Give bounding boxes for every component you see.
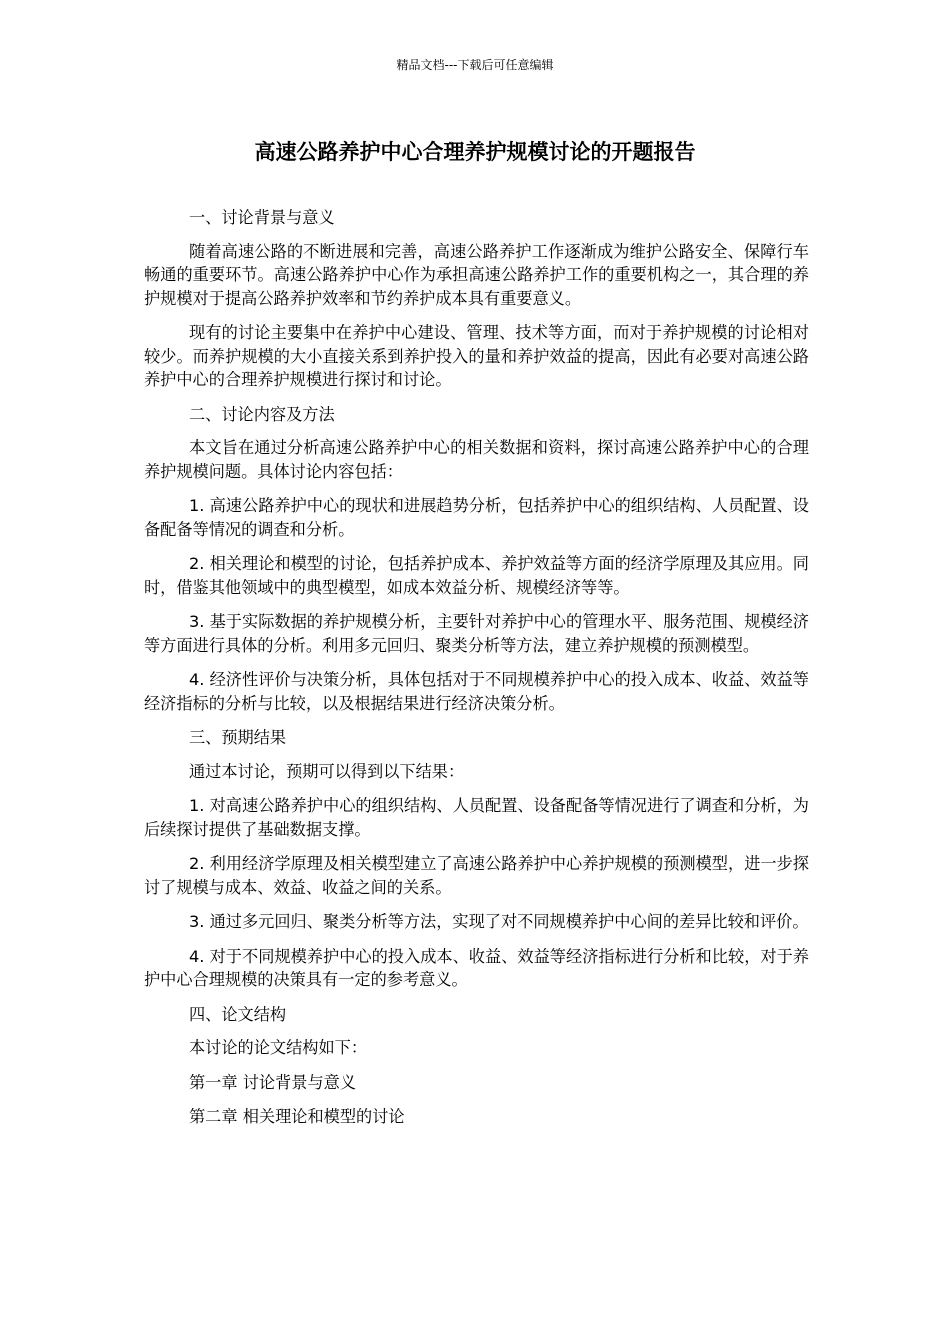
page-header: 精品文档---下载后可任意编辑 — [396, 58, 554, 72]
document-body — [144, 206, 809, 1140]
chapter-item: 第二章 相关理论和模型的讨论 — [189, 1107, 405, 1126]
section-heading-expected-results: 三、预期结果 — [189, 728, 287, 747]
list-item: 1. 对高速公路养护中心的组织结构、人员配置、设备配备等情况进行了调查和分析，为后续探讨提供了基础数据支撑。 — [144, 796, 809, 839]
list-item: 4. 经济性评价与决策分析，具体包括对于不同规模养护中心的投入成本、收益、效益等经济指标的分析与比较，以及根据结果进行经济决策分析。 — [144, 670, 809, 713]
list-item: 3. 基于实际数据的养护规模分析，主要针对养护中心的管理水平、服务范围、规模经济等方面进行具体的分析。利用多元回归、聚类分析等方法，建立养护规模的预测模型。 — [144, 612, 809, 655]
chapter-item: 第一章 讨论背景与意义 — [189, 1072, 357, 1092]
section-heading-content-methods: 二、讨论内容及方法 — [189, 404, 335, 424]
list-item: 1. 高速公路养护中心的现状和进展趋势分析，包括养护中心的组织结构、人员配置、设备配备等情况的调查和分析。 — [144, 496, 809, 539]
list-item: 2. 利用经济学原理及相关模型建立了高速公路养护中心养护规模的预测模型，进一步探讨了规模与成本、效益、收益之间的关系。 — [144, 854, 809, 897]
paragraph: 通过本讨论，预期可以得到以下结果： — [189, 761, 465, 781]
paragraph: 本讨论的论文结构如下： — [189, 1038, 368, 1057]
paragraph: 本文旨在通过分析高速公路养护中心的相关数据和资料，探讨高速公路养护中心的合理养护规模问题。具体讨论内容包括： — [144, 438, 809, 481]
list-item: 3. 通过多元回归、聚类分析等方法，实现了对不同规模养护中心间的差异比较和评价。 — [189, 912, 809, 931]
paragraph: 现有的讨论主要集中在养护中心建设、管理、技术等方面，而对于养护规模的讨论相对较少。而养护规模的大小直接关系到养护投入的量和养护效益的提高，因此有必要对高速公路养护中心的合理养护规模进行探讨和讨论。 — [144, 323, 809, 389]
section-heading-background: 一、讨论背景与意义 — [189, 208, 335, 227]
paragraph: 随着高速公路的不断进展和完善，高速公路养护工作逐渐成为维护公路安全、保障行车畅通的重要环节。高速公路养护中心作为承担高速公路养护工作的重要机构之一，其合理的养护规模对于提高公路养护效率和节约养护成本具有重要意义。 — [144, 241, 809, 308]
list-item: 4. 对于不同规模养护中心的投入成本、收益、效益等经济指标进行分析和比较，对于养护中心合理规模的决策具有一定的参考意义。 — [144, 946, 809, 989]
document-title: 高速公路养护中心合理养护规模讨论的开题报告 — [254, 140, 696, 164]
list-item: 2. 相关理论和模型的讨论，包括养护成本、养护效益等方面的经济学原理及其应用。同时，借鉴其他领域中的典型模型，如成本效益分析、规模经济等等。 — [144, 554, 809, 597]
section-heading-structure: 四、论文结构 — [189, 1004, 287, 1024]
